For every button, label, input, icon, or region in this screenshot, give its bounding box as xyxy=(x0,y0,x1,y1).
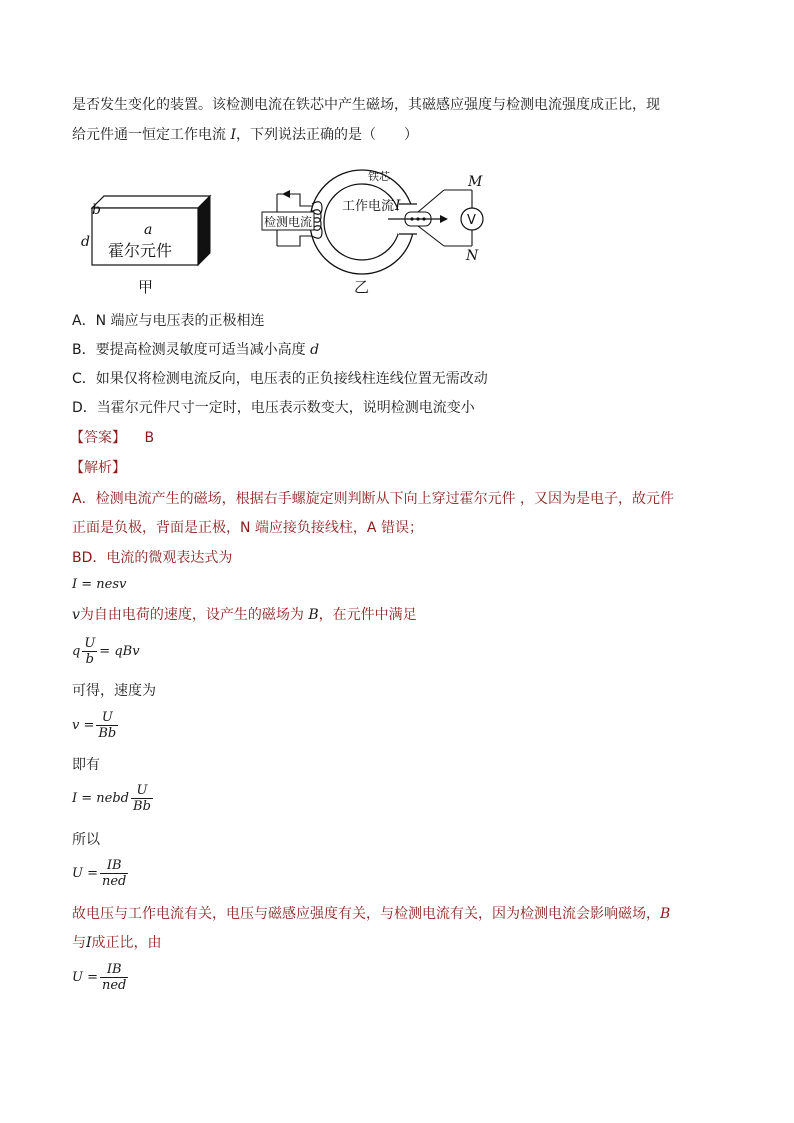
eq6-denominator: ned xyxy=(101,978,127,993)
terminal-M-label: M xyxy=(468,174,483,190)
answer-label: 【答案】 xyxy=(70,430,126,446)
figure-jia xyxy=(81,196,210,296)
question-text-2b: ，下列说法正确的是（ ） xyxy=(235,127,418,143)
answer-line xyxy=(70,428,154,448)
analysis-v-text-2: ，在元件中满足 xyxy=(318,607,417,623)
wire-to-M xyxy=(418,190,444,212)
analysis-label-text: 【解析】 xyxy=(70,460,126,476)
voltmeter-label: V xyxy=(467,213,476,228)
option-D xyxy=(72,398,475,418)
equation-5 xyxy=(72,858,130,889)
conclusion-variable-B: B xyxy=(660,906,671,922)
equation-1 xyxy=(72,577,126,592)
eq3-numerator: U xyxy=(96,710,118,726)
figure-yi xyxy=(262,169,483,296)
equation-3 xyxy=(72,710,120,741)
eq2-fraction xyxy=(82,636,97,667)
eq3-denominator: Bb xyxy=(98,726,117,741)
option-D-text: D．当霍尔元件尺寸一定时，电压表示数变大，说明检测电流变小 xyxy=(72,400,475,416)
equation-6 xyxy=(72,962,130,993)
caption-jia: 甲 xyxy=(138,278,154,296)
analysis-conclusion-2 xyxy=(72,933,162,953)
iron-core-label: 铁芯 xyxy=(368,170,390,183)
eq5-lhs: U = xyxy=(72,866,98,881)
analysis-bd-text: BD．电流的微观表达式为 xyxy=(72,550,233,566)
analysis-v-text: 为自由电荷的速度，设产生的磁场为 xyxy=(79,607,309,623)
eq4-fraction xyxy=(131,783,153,814)
work-current-label: 工作电流 xyxy=(342,199,395,214)
eq2-numerator: U xyxy=(84,636,96,651)
option-C xyxy=(72,369,488,389)
eq4-denominator: Bb xyxy=(133,799,151,814)
option-B-variable: d xyxy=(310,342,320,358)
hall-element-label: 霍尔元件 xyxy=(108,241,173,260)
analysis-suoyi xyxy=(72,830,100,850)
eq4-lhs: I = nebd xyxy=(72,791,130,806)
analysis-keyi-text: 可得，速度为 xyxy=(72,683,156,699)
box-top-face xyxy=(92,196,210,208)
question-text-1: 是否发生变化的装置。该检测电流在铁芯中产生磁场，其磁感应强度与检测电流强度成正比，现 xyxy=(72,97,660,113)
conclusion-variable-I: I xyxy=(86,935,92,951)
label-a: a xyxy=(144,222,153,238)
analysis-keyi xyxy=(72,681,156,701)
conclusion-text-2-pre: 与 xyxy=(72,935,86,951)
eq6-lhs: U = xyxy=(72,970,98,985)
analysis-suoyi-text: 所以 xyxy=(72,832,100,848)
field-variable-B: B xyxy=(308,607,319,623)
eq4-numerator: U xyxy=(131,783,153,799)
option-B xyxy=(72,340,319,360)
box-side-face xyxy=(198,196,210,265)
caption-yi: 乙 xyxy=(354,278,370,296)
option-A xyxy=(72,311,265,331)
analysis-label xyxy=(70,458,126,478)
lead-wire-bottom xyxy=(277,236,312,246)
analysis-a-text-2: 正面是负极，背面是正极，N 端应接负接线柱，A 错误； xyxy=(72,520,423,536)
option-C-text: C．如果仅将检测电流反向，电压表的正负接线柱连线位置无需改动 xyxy=(72,371,488,387)
conclusion-text-2: 成正比，由 xyxy=(91,935,162,951)
figure-hall-element xyxy=(72,160,512,300)
eq2-denominator: b xyxy=(85,652,94,667)
eq2-rhs: = qBv xyxy=(99,644,140,659)
option-A-text: A．N 端应与电压表的正极相连 xyxy=(72,313,265,329)
analysis-jiyou-text: 即有 xyxy=(72,757,100,773)
eq5-numerator: IB xyxy=(100,858,128,874)
analysis-a-text-1: A．检测电流产生的磁场，根据右手螺旋定则判断从下向上穿过霍尔元件 ，又因为是电子，故元件 xyxy=(72,491,675,507)
eq3-fraction xyxy=(96,710,118,741)
core-inner-ring xyxy=(324,184,400,260)
analysis-bd-line xyxy=(72,548,232,568)
eq3-lhs: v = xyxy=(72,718,95,733)
question-text-2a: 给元件通一恒定工作电流 xyxy=(72,127,231,143)
lead-wire-top xyxy=(277,194,312,206)
analysis-conclusion-1 xyxy=(72,904,670,924)
velocity-variable: v xyxy=(72,607,80,623)
eq2-q: q xyxy=(72,644,81,659)
option-B-text: B．要提高检测灵敏度可适当减小高度 xyxy=(72,342,311,358)
equation-2 xyxy=(72,636,140,667)
label-d: d xyxy=(81,234,90,250)
question-line-2 xyxy=(72,125,418,145)
analysis-a-line-2 xyxy=(72,518,423,538)
eq5-denominator: ned xyxy=(101,874,127,889)
analysis-v-line xyxy=(72,605,417,625)
eq6-numerator: IB xyxy=(100,962,128,978)
label-b: b xyxy=(92,202,101,218)
current-variable-I: I xyxy=(230,127,236,143)
detect-current-label: 检测电流 xyxy=(264,215,313,229)
equation-4 xyxy=(72,783,155,814)
lead-arrow xyxy=(282,190,290,198)
eq5-fraction xyxy=(100,858,128,889)
work-current-variable: I xyxy=(395,198,401,214)
eq6-fraction xyxy=(100,962,128,993)
arrow-head xyxy=(440,215,448,223)
question-line-1 xyxy=(72,95,660,115)
conclusion-text-1: 故电压与工作电流有关，电压与磁感应强度有关，与检测电流有关，因为检测电流会影响磁场， xyxy=(72,906,660,922)
analysis-jiyou xyxy=(72,755,100,775)
equation-1-text: I = nesv xyxy=(72,577,127,592)
wire-to-N xyxy=(418,226,444,246)
terminal-N-label: N xyxy=(466,248,479,264)
answer-value: B xyxy=(144,430,155,446)
analysis-a-line-1 xyxy=(72,489,674,509)
